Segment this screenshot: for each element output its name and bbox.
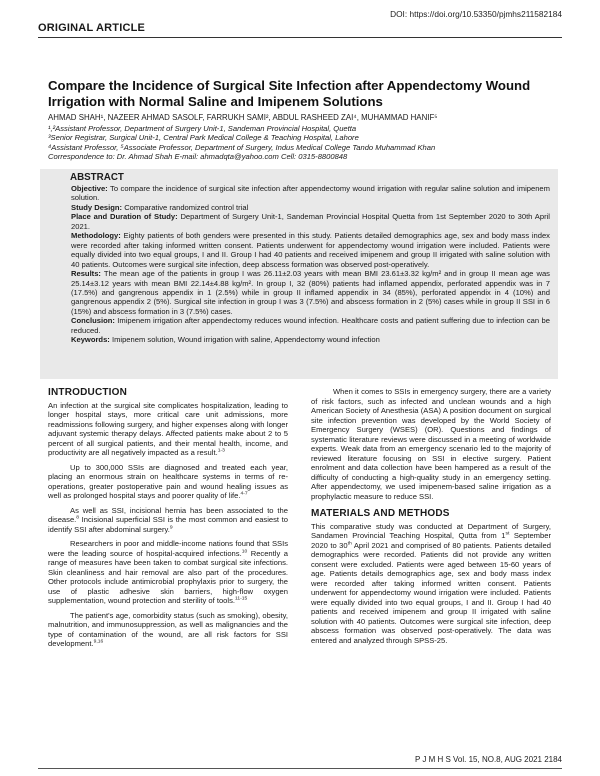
abstract-heading: ABSTRACT [70,172,124,183]
ordinal-suffix: th [347,540,352,546]
intro-paragraph [48,611,288,649]
introduction-heading: INTRODUCTION [48,387,128,398]
intro-p4a-text: Researchers in poor and middle-income nations found that SSIs were the leading source of hospital-acquired infections. [48,539,288,558]
keywords-label: Keywords: [71,335,110,345]
left-column [48,388,288,649]
methodology-label: Methodology: [71,231,121,241]
author-block [48,113,568,162]
citation: 8 [76,515,80,521]
correspondence-line: Correspondence to: Dr. Ahmad Shah E-mail: ahmadqta@yahoo.com Cell: 0315-8800848 [48,152,348,162]
article-type-label: ORIGINAL ARTICLE [38,22,146,34]
intro-p1-text: An infection at the surgical site complicates hospitalization, leading to longer hospital stays, more critical care unit admissions, more readmissions following surgery, and higher expenses along with longer adjuvant systemic therapy delays. Affected patients make about 2 to 5 percent of all surgical patients, and their mental health, income, and productivity are all negatively impacted as a result. [48,400,288,457]
citation: 10 [241,548,248,554]
ordinal-suffix: st [505,531,510,537]
intro-p5-text: The patient's age, comorbidity status (such as smoking), obesity, malnutrition, and immunosuppression, as well as malignancies and the type of contamination of the wound, are all risk factors for SSI development. [48,610,288,648]
results-label: Results: [71,269,101,279]
abstract-methodology [71,231,550,269]
place-label: Place and Duration of Study: [71,212,178,222]
intro-p2-text: Up to 300,000 SSIs are diagnosed and treated each year, placing an enormous strain on healthcare systems in terms of re-operations, greater postoperative pain and wound healing issues as well as prolonged hospital stays and poorer quality of life. [48,462,288,500]
abstract-design [71,203,550,212]
abstract-results [71,269,550,316]
place-text: Department of Surgery Unit-1, Sandeman Provincial Hospital Quetta from 1st September 2020 to 30th April 2021. [71,212,550,231]
design-label: Study Design: [71,202,123,212]
affiliation-line: ¹,²Assistant Professor, Department of Surgery Unit-1, Sandeman Provincial Hospital, Quetta [48,123,357,133]
affiliation-line: ⁴Assistant Professor, ⁵Associate Professor, Department of Surgery, Indus Medical College Tando Muhammad Khan [48,142,436,152]
citation: 11-15 [235,596,248,602]
conclusion-text: Imipenem irrigation after appendectomy reduces wound infection. Healthcare costs and patient suffering due to infection can be reduced. [71,316,550,335]
abstract-keywords [71,335,550,344]
abstract-place [71,212,550,231]
right-column [311,387,551,645]
abstract-objective [71,184,550,203]
objective-text: To compare the incidence of surgical site infection after appendectomy wound irrigation with regular saline solution and imipenem solution. [71,184,550,203]
page-footer: P J M H S Vol. 15, NO.8, AUG 2021 2184 [414,755,562,764]
methods-text-b: September 2020 to 30 [311,531,551,550]
methods-heading: MATERIALS AND METHODS [311,508,450,519]
intro-paragraph [48,463,288,501]
keywords-text: Imipenem solution, Wound irrigation with saline, Appendectomy wound infection [111,335,380,345]
conclusion-label: Conclusion: [71,316,115,326]
citation: 4-7 [240,491,248,497]
header-divider [38,37,562,38]
intro-p3b-text: Incisional superficial SSI is the most common and easiest to identify SSI after abdominal surgery. [48,515,288,534]
design-text: Comparative randomized control trial [124,202,249,212]
footer-divider [38,768,562,769]
article-title: Compare the Incidence of Surgical Site Infection after Appendectomy Wound Irrigation with Normal Saline and Imipenem Solutions [48,78,531,109]
intro-paragraph [48,506,288,535]
methodology-text: Eighty patients of both genders were presented in this study. Patients detailed demographics age, sex and body mass index were recorded after taking informed written consent. Patients underwent for appendectomy wound irrigation were included. Patients were equally divided into two equal groups, I and II. Group I had 40 patients and received imipenem and group II irrigated with saline solution with 40 patients. Outcomes were surgical site infection, deep abscess formation was observed post-operatively. [71,231,550,269]
methods-paragraph [311,522,551,646]
doi-text: DOI: https://doi.org/10.53350/pjmhs211582184 [390,9,562,19]
body-paragraph: When it comes to SSIs in emergency surgery, there are a variety of risk factors, such as infected and unclean wounds and a high American Society of Anesthesia (ASA) A position document on surgical site infection prevention was developed by the World Society of Emergency Surgery (WSES) (OR). Questions and findings of systematic literature reviews were discussed in a meeting of worldwide experts. Weak data from an emergency scenario led to the majority of reviewed literature focusing on SSI in elective surgery. Patient enrolment and data collection have been hampered as a result of the difficulty of conducting a high-quality study in an emergency setting. After appendectomy, we used imipenem-based saline irrigation as a prophylactic measure to reduce SSI. [311,387,551,501]
intro-paragraph [48,401,288,458]
intro-p3a-text: As well as SSI, incisional hernia has been associated to the disease. [48,505,288,524]
intro-p4b-text: Recently a range of measures have been taken to combat surgical site infections. Skin cleanliness and hair removal are also part of the procedures. Other protocols include antimicrobial prophylaxis prior to surgery, the use of plastic adhesive skin barriers, high-flow oxygen supplementation, wound protection and sterility of tools. [48,548,288,605]
methods-text-a: This comparative study was conducted at Department of Surgery, Sandamen Provincial Teaching Hospital, Qutta from 1 [311,521,551,540]
objective-label: Objective: [71,184,108,193]
citation: 1-3 [217,448,225,454]
affiliation-line: ³Senior Registrar, Surgical Unit-1, Central Park Medical College & Teaching Hospital, Lahore [48,133,359,143]
methods-text-c: April 2021 and comprised of 80 patients. Patients detailed demographics were recorded. Patients did not provide any written consent were excluded. Patients were aged between 15-60 years of age. Patients details demographics age, sex and body mass index were recorded after taking informed written consent. Patients underwent for appendectomy wound irrigation were included. Patients were equally divided into two equal groups, I and II. Group I had 40 patients and received imipenem and group II irrigated with saline solution with 40 patients. Outcomes were surgical site infection, deep abscess formation was observed post-operatively. The data was entered and analyzed through SPSS-25. [311,540,551,645]
abstract-conclusion [71,316,550,335]
citation: 9 [169,524,173,530]
author-names: AHMAD SHAH¹, NAZEER AHMAD SASOLF, FARRUKH SAMI², ABDUL RASHEED ZAI⁴, MUHAMMAD HANIF⁵ [48,113,438,122]
citation: 9,16 [93,639,104,645]
abstract-box [40,169,558,379]
intro-paragraph [48,539,288,606]
results-text: The mean age of the patients in group I was 26.11±2.03 years with mean BMI 23.61±3.32 kg/m² and in group II mean age was 25.14±3.12 years with mean BMI 22.14±4.88 kg/m². In group I, 32 (80%) patients had inflamed appendix, perforated appendix was in 7 (17.5%) and gangrenous appendix in 1 (2.5%) while in group II inflamed appendix in 34 (85%), perforated appendix in 4 (10%) and gangrenous appendix 2 (5%). Surgical site infection in group I was 3 (7.5%) and abscess formation in 2 (5%) cases while in group II SSI in 6 (15%) and abscess formation in 3 (7.5%) cases. [71,269,550,316]
